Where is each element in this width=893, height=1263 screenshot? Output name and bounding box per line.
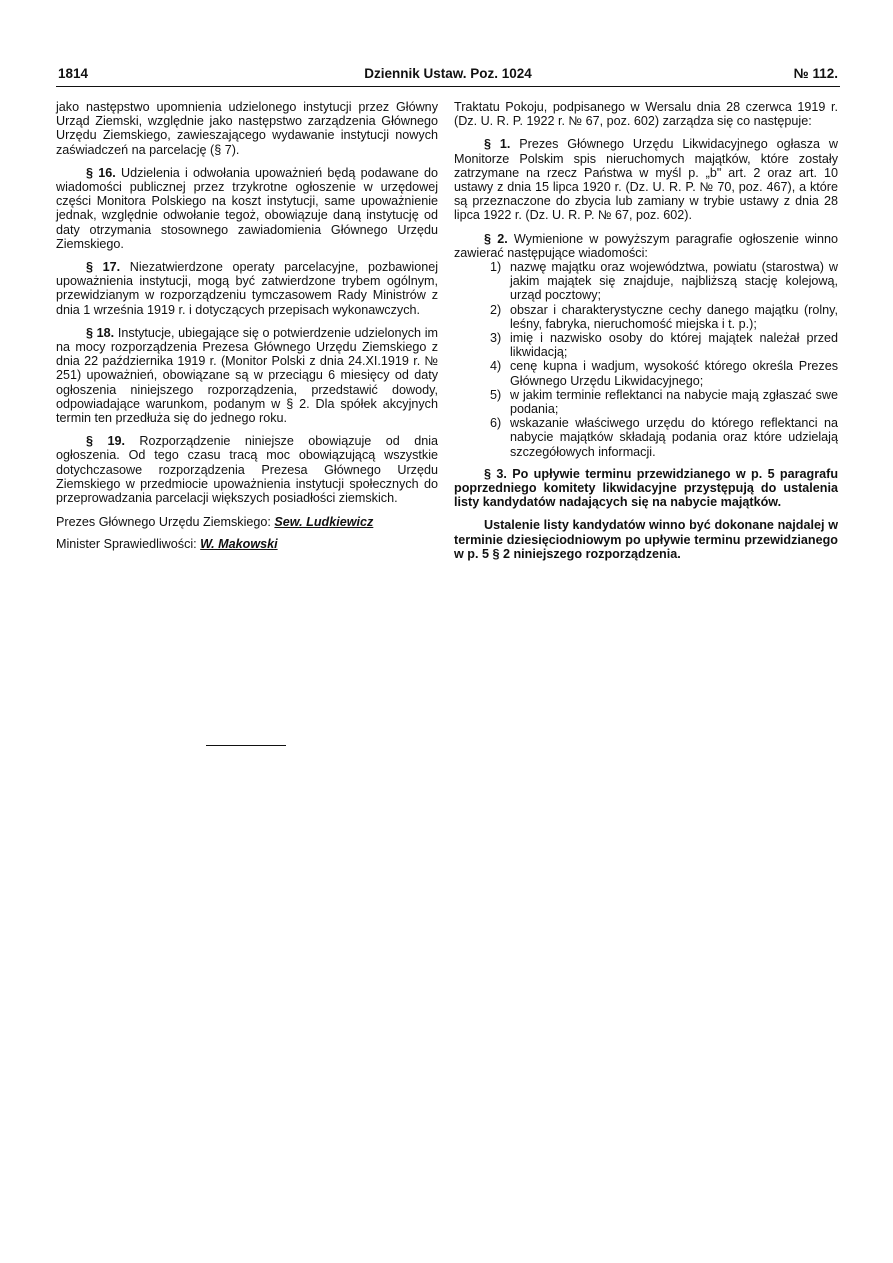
section-1	[454, 137, 838, 222]
section-divider	[206, 745, 286, 746]
section-17-text: Niezatwierdzone operaty parcelacyjne, pozbawionej upoważnienia instytucji, mogą być zatwierdzone trybem ogólnym, przewidzianym w rozporządzeniu tymczasowem Rady Ministrów z dnia 1 września 1919 r. i dotyczących przepisach wykonawczych.	[56, 260, 439, 317]
list-item	[454, 303, 838, 331]
section-2-list	[454, 260, 838, 459]
list-item-text: w jakim terminie reflektanci na nabycie mają zgłaszać swe podania;	[510, 387, 838, 417]
list-item	[454, 331, 838, 359]
section-2	[454, 232, 838, 260]
section-3-continuation: Ustalenie listy kandydatów winno być dokonane najdalej w terminie dziesięciodniowym po upływie terminu przewidzianego w p. 5 § 2 niniejszego rozporządzenia.	[454, 518, 838, 561]
list-item	[454, 416, 838, 459]
page-header	[58, 66, 838, 84]
list-item-number: 4)	[490, 359, 502, 374]
signature-president-name: Sew. Ludkiewicz	[274, 515, 374, 530]
list-item-text: imię i nazwisko osoby do której majątek należał przed likwidacją;	[510, 331, 838, 360]
header-rule	[56, 86, 840, 87]
section-2-number: § 2.	[484, 231, 508, 246]
journal-title: Dziennik Ustaw. Poz. 1024	[364, 66, 532, 81]
list-item	[454, 260, 838, 303]
signature-minister	[56, 537, 438, 551]
list-item	[454, 359, 838, 387]
section-18	[56, 326, 438, 425]
left-column	[56, 100, 438, 552]
right-column	[454, 100, 838, 570]
section-3-text: Po upływie terminu przewidzianego w p. 5 paragrafu poprzedniego komitety likwidacyjne przystępują do ustalenia listy kandydatów nadających się na nabycie majątków.	[454, 466, 839, 510]
list-item-number: 3)	[490, 331, 502, 346]
list-item-text: nazwę majątku oraz województwa, powiatu (starostwa) w jakim majątek się znajduje, najbliższą stację kolejową, urząd pocztowy;	[510, 260, 838, 303]
signature-minister-name: W. Makowski	[200, 537, 278, 552]
right-intro-paragraph: Traktatu Pokoju, podpisanego w Wersalu dnia 28 czerwca 1919 r. (Dz. U. R. P. 1922 r. № 67, poz. 602) zarządza się co następuje:	[454, 100, 838, 129]
section-16-text: Udzielenia i odwołania upoważnień będą podawane do wiadomości publicznej przez trzykrotne ogłoszenie w urzędowej części Monitora Polskiego na koszt instytucji, same upoważnienie jednak, względnie odwołanie tegoż, obowiązuje daną instytucję od daty otrzymania stosownego zawiadomienia Głównego Urzędu Ziemskiego.	[56, 165, 439, 251]
section-1-text: Prezes Głównego Urzędu Likwidacyjnego ogłasza w Monitorze Polskim spis nieruchomych majątków, które zostały zatrzymane na rzecz Państwa w myśl p. „b" art. 2 oraz art. 10 ustawy z dnia 15 lipca 1920 r. (Dz. U. R. P. № 70, poz. 467), a które są przeznaczone do zbycia lub zamiany w trybie ustawy z dnia 28 lipca 1922 r. (Dz. U. R. P. № 67, poz. 602).	[454, 137, 838, 223]
list-item-number: 2)	[490, 302, 502, 317]
section-19-number: § 19.	[86, 434, 125, 449]
signature-president-role: Prezes Głównego Urzędu Ziemskiego:	[56, 515, 271, 530]
section-19	[56, 434, 438, 505]
section-2-text: Wymienione w powyższym paragrafie ogłoszenie winno zawierać następujące wiadomości:	[454, 231, 838, 260]
list-item-number: 6)	[490, 416, 502, 431]
section-1-number: § 1.	[484, 137, 511, 152]
section-3-number: § 3.	[484, 466, 507, 481]
signature-minister-role: Minister Sprawiedliwości:	[56, 537, 197, 552]
intro-paragraph: jako następstwo upomnienia udzielonego instytucji przez Główny Urząd Ziemski, względnie jako następstwo zarządzenia Głównego Urzędu Ziemskiego, zawieszającego wydawanie instytucji nowych zaświadczeń na parcelację (§ 7).	[56, 100, 438, 157]
section-19-text: Rozporządzenie niniejsze obowiązuje od dnia ogłoszenia. Od tego czasu tracą moc obowiązującą wszystkie dotychczasowe rozporządzenia Prezesa Głównego Urzędu Ziemskiego w przedmiocie upoważnienia instytucji społecznych do przeprowadzania parcelacji większych posiadłości ziemskich.	[56, 434, 439, 506]
list-item-number: 5)	[490, 387, 502, 402]
section-16	[56, 166, 438, 251]
page-number: 1814	[58, 66, 89, 81]
section-16-number: § 16.	[86, 165, 116, 180]
issue-number: № 112.	[793, 66, 838, 81]
section-18-text: Instytucje, ubiegające się o potwierdzenie udzielonych im na mocy rozporządzenia Prezesa Głównego Urzędu Ziemskiego z dnia 22 października 1919 r. (Monitor Polski z dnia 24.XI.1919 r. № 251) upoważnień, obowiązane są w przeciągu 6 miesięcy od daty ogłoszenia niniejszego rozporządzenia, przedstawić dowody, odpowiadające warunkom, podanym w § 2. Dla spółek akcyjnych termin ten przedłuża się do jednego roku.	[56, 325, 438, 426]
section-17	[56, 260, 438, 317]
signature-president	[56, 515, 438, 529]
list-item-text: wskazanie właściwego urzędu do którego reflektanci na nabycie majątków składają podania oraz które udzielają szczegółowych informacji.	[510, 416, 838, 459]
list-item-number: 1)	[490, 260, 502, 275]
list-item	[454, 388, 838, 416]
section-17-number: § 17.	[86, 260, 121, 275]
section-18-number: § 18.	[86, 325, 115, 340]
section-3	[454, 467, 838, 510]
list-item-text: obszar i charakterystyczne cechy danego majątku (rolny, leśny, fabryka, nieruchomość miejska i t. p.);	[510, 302, 838, 331]
list-item-text: cenę kupna i wadjum, wysokość którego określa Prezes Głównego Urzędu Likwidacyjnego;	[510, 359, 838, 388]
